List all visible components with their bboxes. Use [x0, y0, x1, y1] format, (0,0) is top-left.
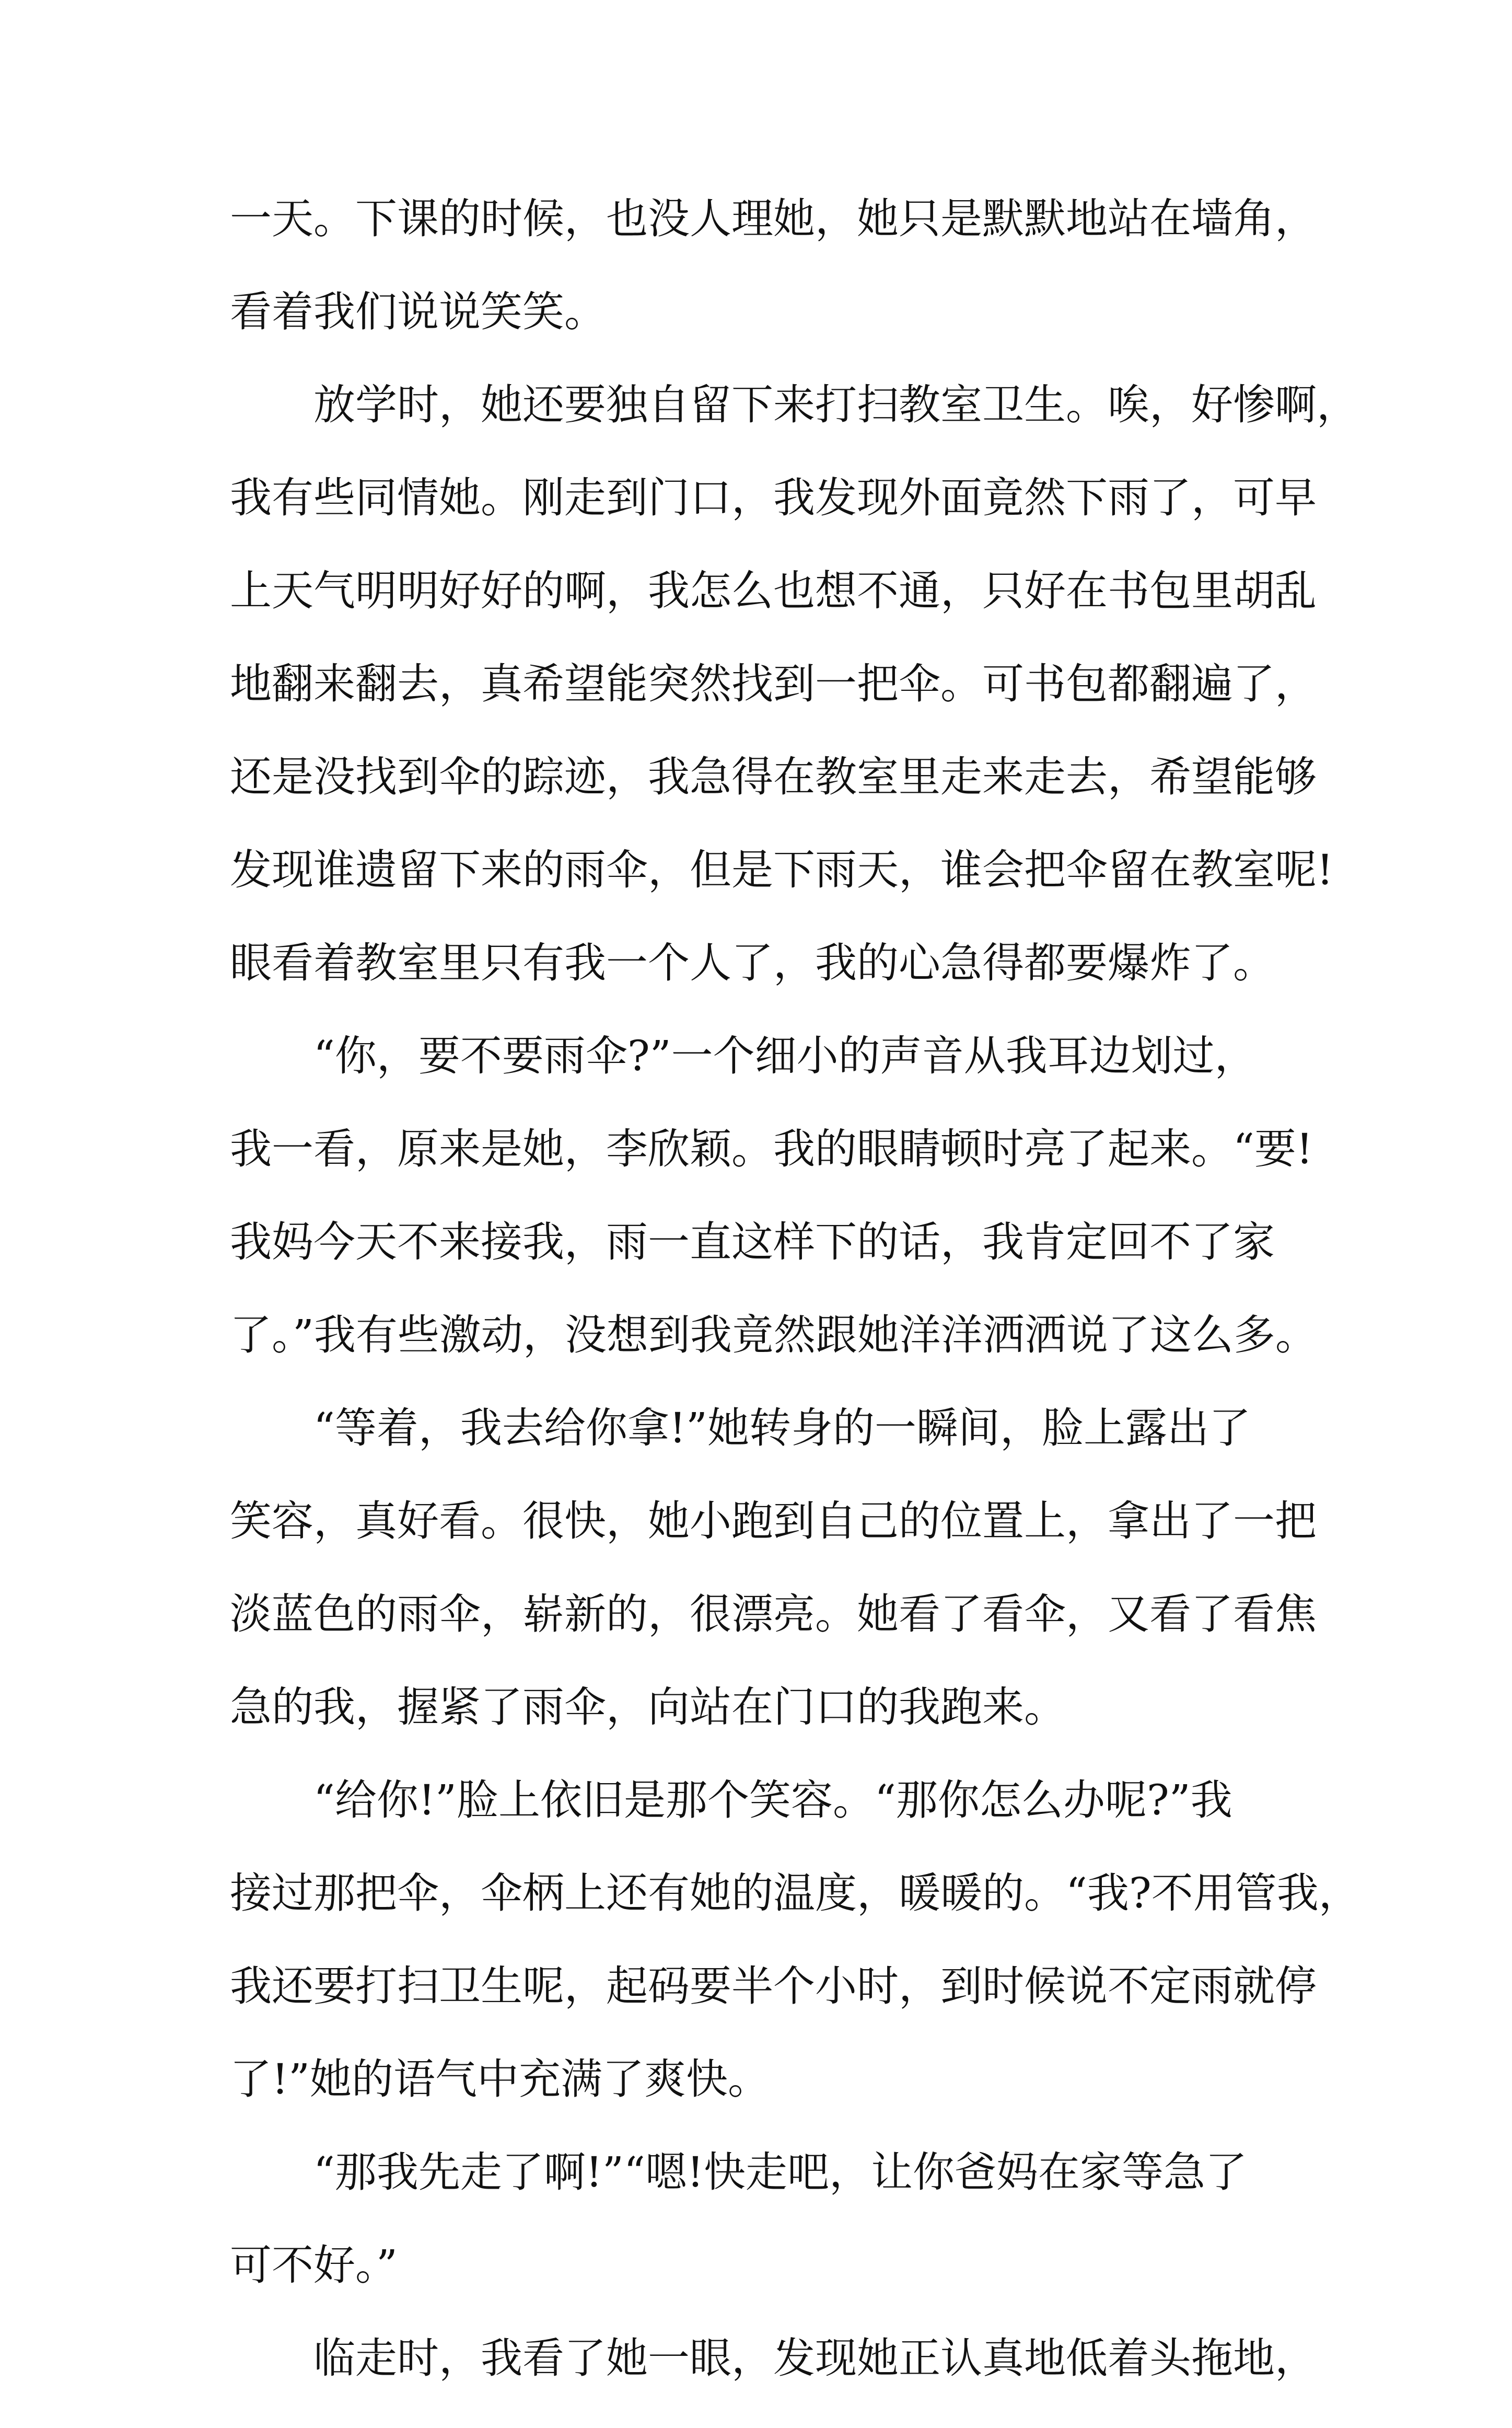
text-line: 淡蓝色的雨伞，崭新的，很漂亮。她看了看伞，又看了看焦 — [230, 1590, 1317, 1638]
text-line: “等着，我去给你拿!”她转身的一瞬间，脸上露出了 — [313, 1404, 1251, 1452]
text-line: “你，要不要雨伞?”一个细小的声音从我耳边划过， — [313, 1032, 1257, 1080]
text-line: 急的我，握紧了雨伞，向站在门口的我跑来。 — [230, 1683, 1066, 1731]
text-line: 一天。下课的时候，也没人理她，她只是默默地站在墙角， — [230, 194, 1317, 243]
text-line: 我妈今天不来接我，雨一直这样下的话，我肯定回不了家 — [230, 1218, 1275, 1266]
document-body — [230, 194, 1360, 2428]
text-line: 接过那把伞，伞柄上还有她的温度，暖暖的。“我?不用管我， — [230, 1869, 1360, 1917]
text-line: 了!”她的语气中充满了爽快。 — [230, 2055, 770, 2103]
text-line: “给你!”脸上依旧是那个笑容。“那你怎么办呢?”我 — [313, 1776, 1232, 1824]
text-line: 眼看着教室里只有我一个人了，我的心急得都要爆炸了。 — [230, 939, 1275, 987]
text-line: 地翻来翻去，真希望能突然找到一把伞。可书包都翻遍了， — [230, 660, 1317, 708]
text-line: 笑容，真好看。很快，她小跑到自己的位置上，拿出了一把 — [230, 1497, 1317, 1545]
text-line: 看着我们说说笑笑。 — [230, 287, 606, 336]
text-line: 了。”我有些激动，没想到我竟然跟她洋洋洒洒说了这么多。 — [230, 1311, 1317, 1359]
text-line: 放学时，她还要独自留下来打扫教室卫生。唉，好惨啊， — [313, 380, 1358, 429]
text-line: 还是没找到伞的踪迹，我急得在教室里走来走去，希望能够 — [230, 753, 1317, 801]
text-line: 临走时，我看了她一眼，发现她正认真地低着头拖地， — [313, 2334, 1317, 2383]
text-line: 上天气明明好好的啊，我怎么也想不通，只好在书包里胡乱 — [230, 566, 1317, 615]
text-line: 我还要打扫卫生呢，起码要半个小时，到时候说不定雨就停 — [230, 1962, 1317, 2010]
text-line: 我有些同情她。刚走到门口，我发现外面竟然下雨了，可早 — [230, 473, 1317, 522]
text-line: 发现谁遗留下来的雨伞，但是下雨天，谁会把伞留在教室呢! — [230, 846, 1334, 894]
text-line: 可不好。” — [230, 2241, 398, 2290]
text-line: “那我先走了啊!”“嗯!快走吧，让你爸妈在家等急了 — [313, 2148, 1247, 2196]
text-line: 我一看，原来是她，李欣颖。我的眼睛顿时亮了起来。“要! — [230, 1125, 1313, 1173]
